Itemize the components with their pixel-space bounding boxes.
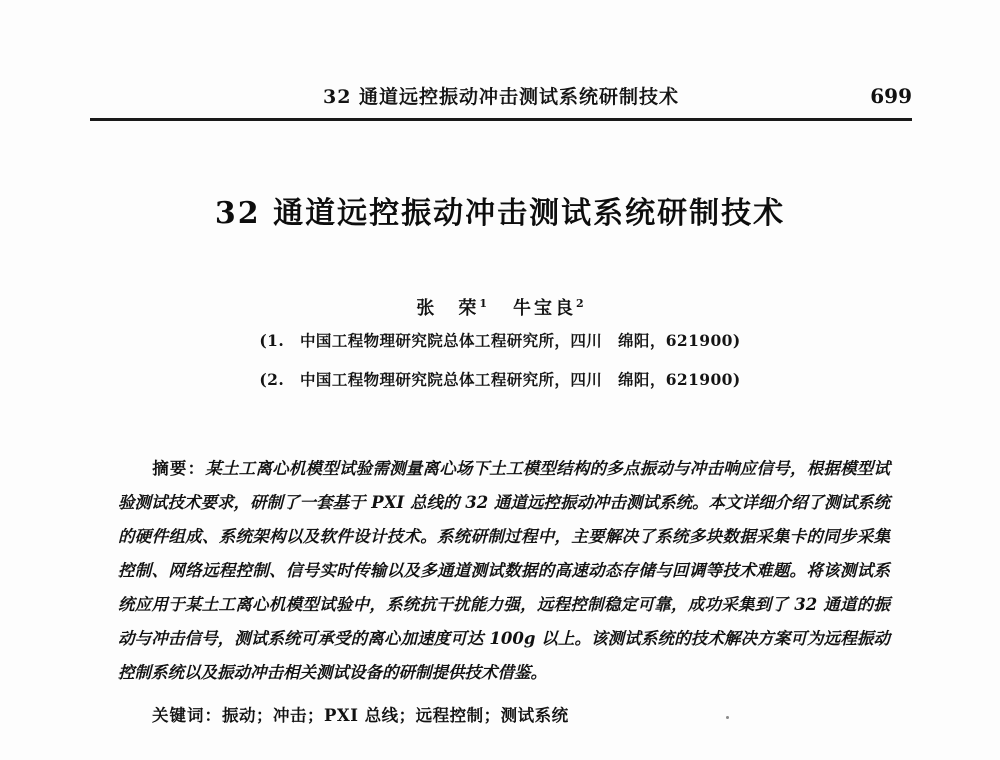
keywords-text: 振动；冲击；PXI 总线；远程控制；测试系统	[222, 706, 569, 725]
author-2-name: 牛宝良	[513, 298, 576, 319]
keywords-label: 关键词：	[152, 706, 222, 725]
page-number: 699	[870, 84, 912, 108]
affiliation-2: (2. 中国工程物理研究院总体工程研究所，四川 绵阳，621900)	[259, 370, 741, 389]
affiliation-1: (1. 中国工程物理研究院总体工程研究所，四川 绵阳，621900)	[259, 331, 741, 350]
abstract-block	[118, 452, 890, 690]
author-1-name: 张 荣	[416, 298, 480, 319]
header-divider	[90, 118, 912, 121]
page-title: 32 通道远控振动冲击测试系统研制技术	[214, 196, 786, 231]
abstract-label: 摘要：	[152, 459, 206, 478]
author-2-affiliation-marker: 2	[576, 297, 584, 310]
author-line	[0, 294, 1000, 320]
author-1-affiliation-marker: 1	[479, 297, 487, 310]
scan-speck	[726, 716, 729, 719]
running-head	[90, 82, 912, 109]
abstract-text: 某土工离心机模型试验需测量离心场下土工模型结构的多点振动与冲击响应信号，根据模型试验测试技术要求，研制了一套基于 PXI 总线的 32 通道远控振动冲击测试系统。本文详细介绍了测试系统的硬件组成、系统架构以及软件设计技术。系统研制过程中，主要解决了系统多块数据采集卡的同步采集控制、网络远程控制、信号实时传输以及多通道测试数据的高速动态存储与回调等技术难题。将该测试系统应用于某土工离心机模型试验中，系统抗干扰能力强，远程控制稳定可靠，成功采集到了 32 通道的振动与冲击信号，测试系统可承受的离心加速度可达 100g 以上。该测试系统的技术解决方案可为远程振动控制系统以及振动冲击相关测试设备的研制提供技术借鉴。	[118, 459, 891, 682]
running-head-title: 32 通道远控振动冲击测试系统研制技术	[322, 86, 680, 108]
keywords-block	[152, 702, 912, 726]
